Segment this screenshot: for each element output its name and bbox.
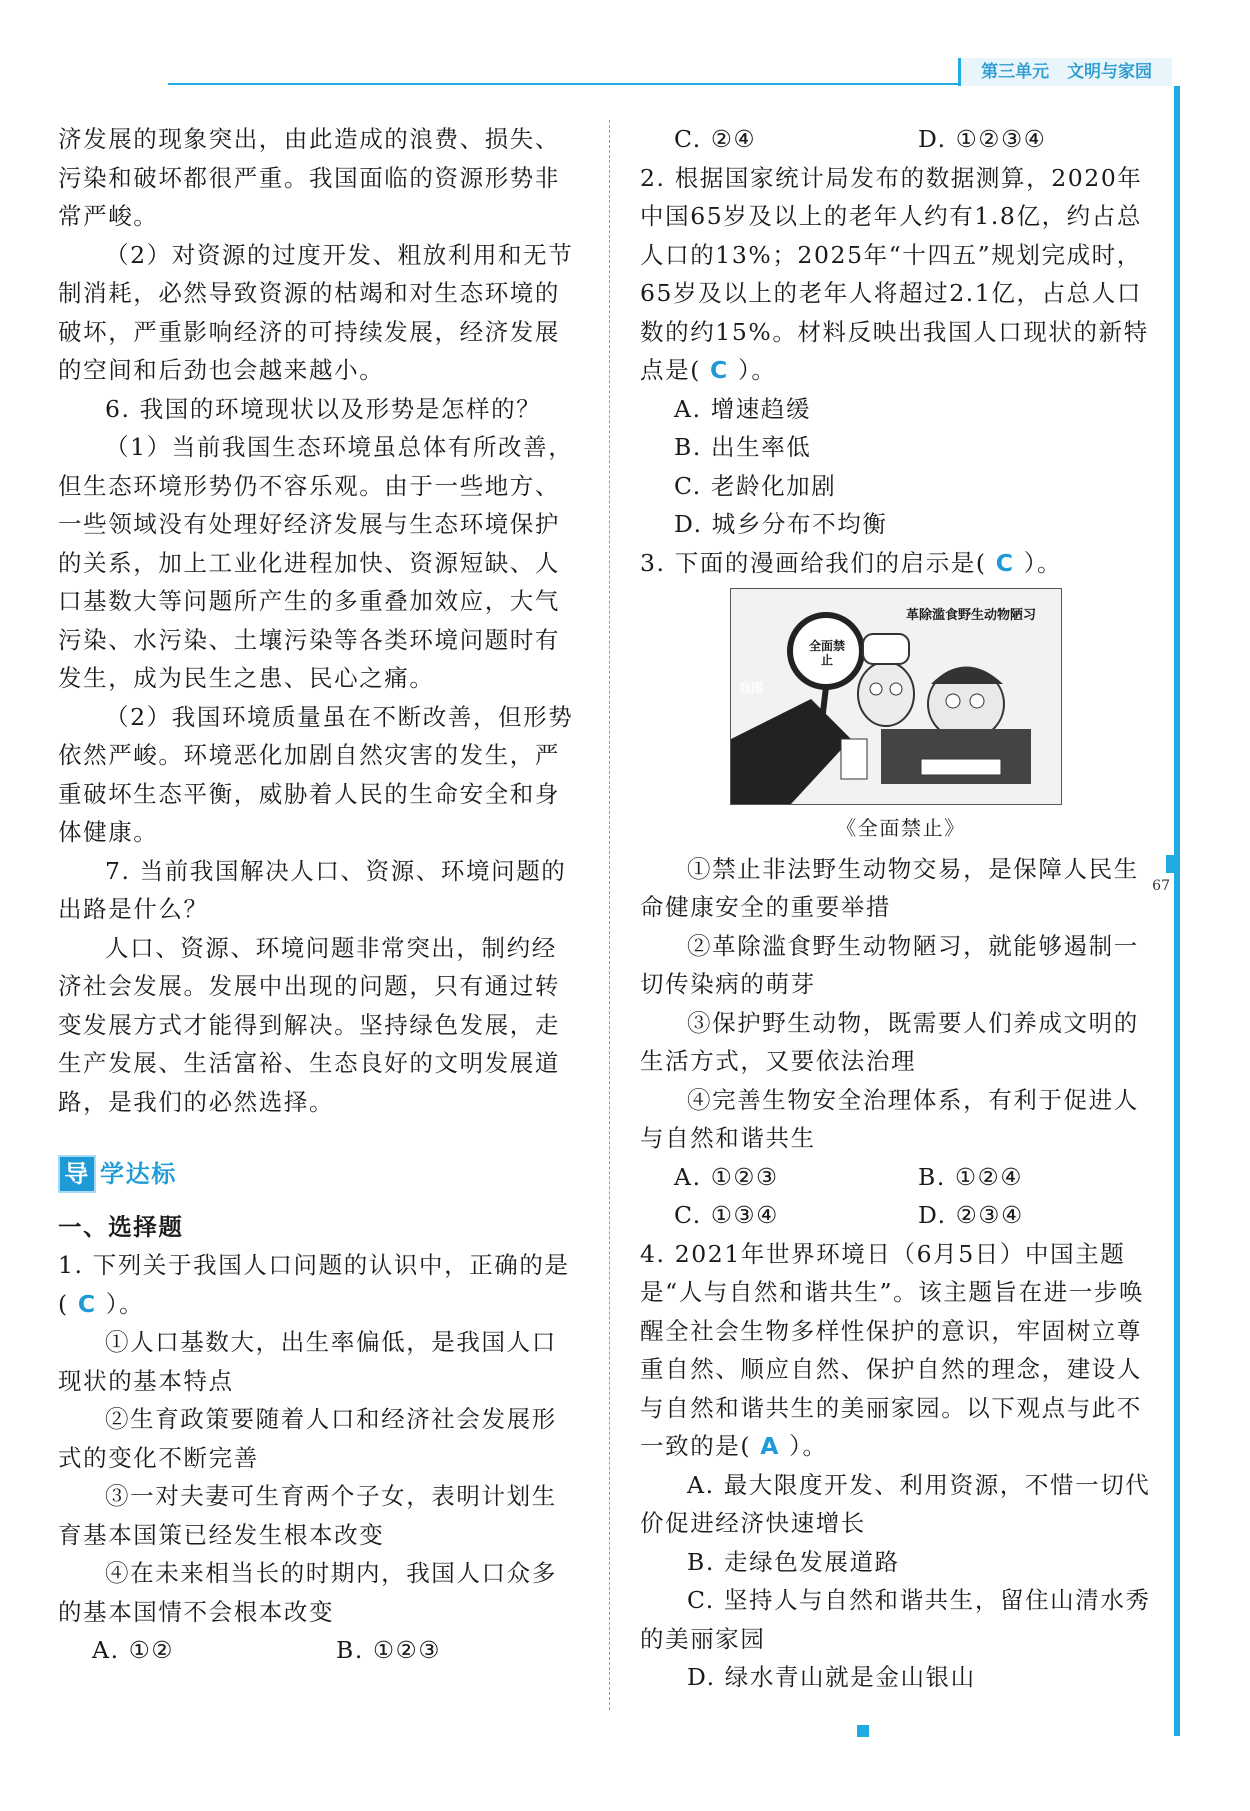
answer-mark: C bbox=[995, 548, 1015, 577]
running-header bbox=[958, 58, 1172, 86]
margin-bar bbox=[1174, 86, 1180, 1736]
option-b: B. 出生率低 bbox=[674, 433, 812, 461]
left-column bbox=[58, 120, 580, 1670]
answer-mark: A bbox=[760, 1432, 781, 1460]
unit-label: 第三单元 bbox=[981, 62, 1050, 82]
bottom-marker bbox=[857, 1725, 869, 1737]
statement: ④完善生物安全治理体系，有利于促进人与自然和谐共生 bbox=[640, 1085, 1139, 1152]
option-b: B. 走绿色发展道路 bbox=[687, 1547, 900, 1576]
question-7: 7. 当前我国解决人口、资源、环境问题的出路是什么？ bbox=[58, 856, 567, 923]
option-b: B. ①②③ bbox=[336, 1636, 442, 1664]
answer-mark: C bbox=[710, 356, 729, 384]
options-row bbox=[640, 1196, 1162, 1235]
question-6: 6. 我国的环境现状以及形势是怎样的？ bbox=[105, 394, 542, 423]
question-3: 3. 下面的漫画给我们的启示是( C ）。 bbox=[640, 548, 1063, 577]
option-d: D. ②③④ bbox=[918, 1201, 1024, 1229]
unit-title: 文明与家园 bbox=[1067, 62, 1152, 82]
option-a: A. ①②③ bbox=[674, 1162, 779, 1191]
options-row bbox=[640, 120, 1162, 159]
answer-mark: C bbox=[77, 1289, 97, 1318]
option-b: B. ①②④ bbox=[918, 1162, 1024, 1191]
statement: ③一对夫妻可生育两个子女，表明计划生育基本国策已经发生根本改变 bbox=[58, 1482, 557, 1549]
cartoon-caption: 《全面禁止》 bbox=[836, 816, 966, 840]
option-a: A. 最大限度开发、利用资源，不惜一切代价促进经济快速增长 bbox=[640, 1470, 1151, 1537]
option-c: C. 坚持人与自然和谐共生，留住山清水秀的美丽家园 bbox=[640, 1586, 1151, 1653]
option-d: D. 绿水青山就是金山银山 bbox=[687, 1663, 976, 1691]
section-title: 一、选择题 bbox=[58, 1212, 184, 1241]
option-d: D. 城乡分布不均衡 bbox=[674, 510, 888, 538]
answer-7: 人口、资源、环境问题非常突出，制约经济社会发展。发展中出现的问题，只有通过转变发展方式才能得到解决。坚持绿色发展，走生产发展、生活富裕、生态良好的文明发展道路，是我们的必然选择。 bbox=[58, 933, 560, 1116]
page-number: 67 bbox=[1152, 878, 1170, 894]
badge-icon: 导 bbox=[58, 1155, 96, 1193]
statement: ④在未来相当长的时期内，我国人口众多的基本国情不会根本改变 bbox=[58, 1559, 557, 1626]
badge-label: 学达标 bbox=[100, 1160, 177, 1188]
cartoon-title: 革除滥食野生动物陋习 bbox=[906, 608, 1037, 623]
section-badge bbox=[58, 1155, 580, 1194]
option-c: C. ②④ bbox=[674, 125, 757, 153]
answer-6-1: （1）当前我国生态环境虽总体有所改善，但生态环境形势仍不容乐观。由于一些地方、一些领域没有处理好经济发展与生态环境保护的关系，加上工业化进程加快、资源短缺、人口基数大等问题所产生的多重叠加效应，大气污染、水污染、土壤污染等各类环境问题时有发生，成为民生之患、民心之痛。 bbox=[58, 433, 574, 692]
statement: ③保护野生动物，既需要人们养成文明的生活方式，又要依法治理 bbox=[640, 1008, 1139, 1075]
options-row bbox=[58, 1631, 580, 1670]
option-a: A. ①② bbox=[92, 1636, 175, 1664]
answer-6-2: （2）我国环境质量虽在不断改善，但形势依然严峻。环境恶化加剧自然灾害的发生，严重破坏生态平衡，威胁着人民的生命安全和身体健康。 bbox=[58, 702, 574, 846]
option-c: C. ①③④ bbox=[674, 1201, 779, 1229]
question-2: 2. 根据国家统计局发布的数据测算，2020年中国65岁及以上的老年人约有1.8亿，约占总人口的13%；2025年“十四五”规划完成时，65岁及以上的老年人将超过2.1亿，占总人口数的约15%。材料反映出我国人口现状的新特点是( C ）。 bbox=[640, 163, 1149, 384]
paragraph: （2）对资源的过度开发、粗放利用和无节制消耗，必然导致资源的枯竭和对生态环境的破坏，严重影响经济的可持续发展，经济发展的空间和后劲也会越来越小。 bbox=[58, 240, 574, 384]
column-divider bbox=[609, 120, 610, 1710]
statement: ①人口基数大，出生率偏低，是我国人口现状的基本特点 bbox=[58, 1328, 557, 1395]
option-d: D. ①②③④ bbox=[918, 125, 1047, 153]
statement: ②革除滥食野生动物陋习，就能够遏制一切传染病的萌芽 bbox=[640, 931, 1139, 998]
paragraph: 济发展的现象突出，由此造成的浪费、损失、污染和破坏都很严重。我国面临的资源形势非常严峻。 bbox=[58, 125, 560, 230]
right-column bbox=[640, 120, 1162, 1697]
question-4: 4. 2021年世界环境日（6月5日）中国主题是“人与自然和谐共生”。该主题旨在进一步唤醒全社会生物多样性保护的意识，牢固树立尊重自然、顺应自然、保护自然的理念，建设人与自然和谐共生的美丽家园。以下观点与此不一致的是( A ）。 bbox=[640, 1239, 1145, 1460]
statement: ②生育政策要随着人口和经济社会发展形式的变化不断完善 bbox=[58, 1405, 557, 1472]
option-a: A. 增速趋缓 bbox=[674, 394, 812, 423]
options-row bbox=[640, 1158, 1162, 1197]
cartoon-hand-label: 我国 bbox=[739, 681, 764, 695]
option-c: C. 老龄化加剧 bbox=[674, 471, 837, 500]
cartoon-image bbox=[730, 588, 1062, 805]
statement: ①禁止非法野生动物交易，是保障人民生命健康安全的重要举措 bbox=[640, 854, 1139, 921]
page-marker bbox=[1166, 855, 1180, 873]
question-1: 1. 下列关于我国人口问题的认识中，正确的是( C ）。 bbox=[58, 1251, 570, 1318]
cartoon-sign: 全面禁止 bbox=[809, 639, 846, 667]
